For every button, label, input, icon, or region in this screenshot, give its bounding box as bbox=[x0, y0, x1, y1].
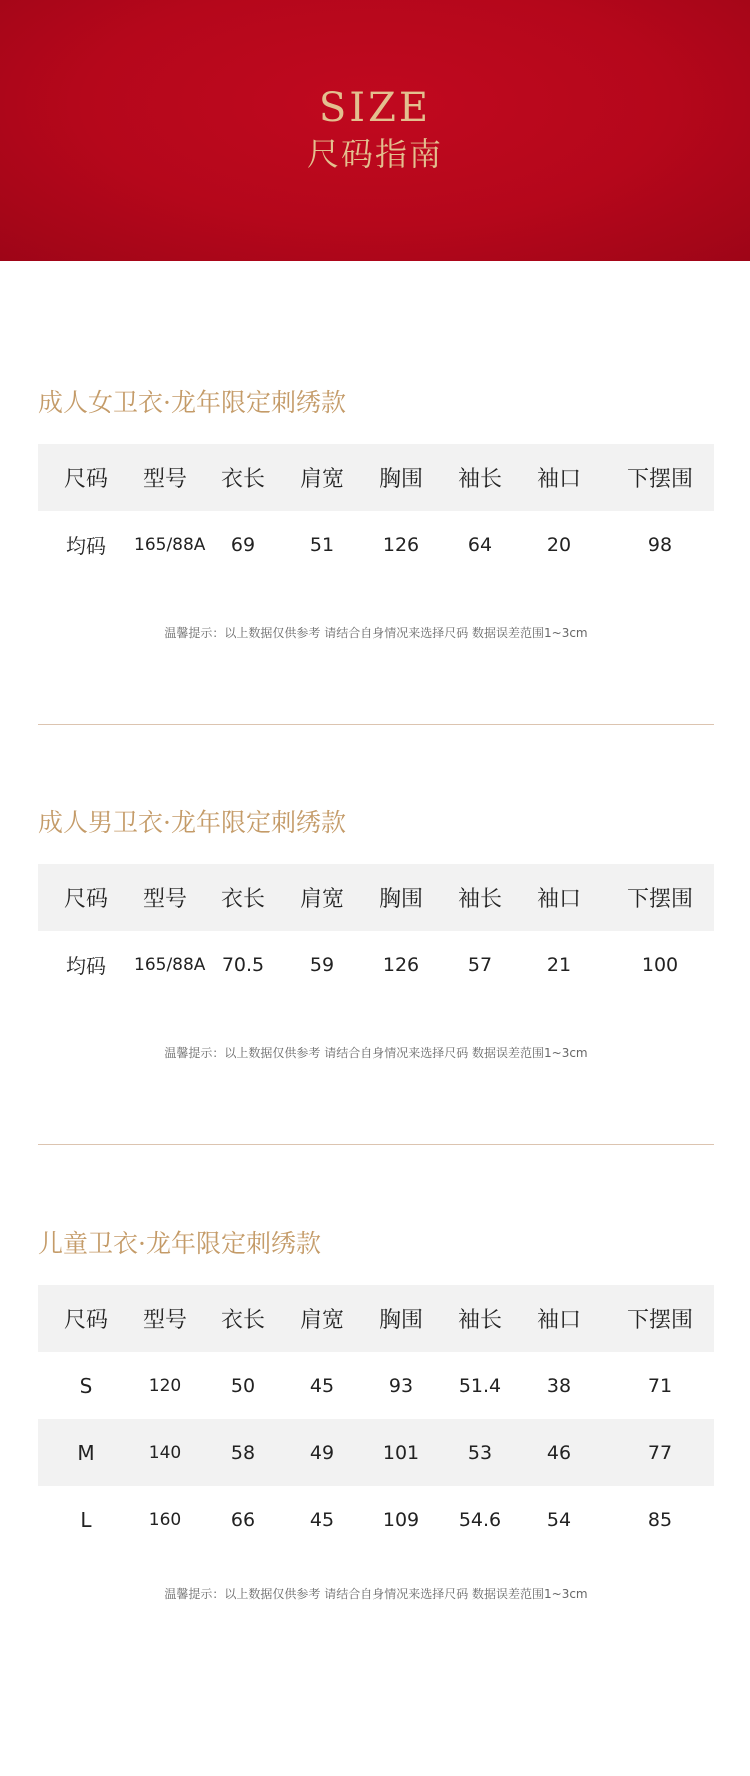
section-title: 成人男卫衣·龙年限定刺绣款 bbox=[38, 808, 346, 837]
header-sleeve: 袖长 bbox=[448, 864, 512, 931]
size-note: 温馨提示：以上数据仅供参考 请结合自身情况来选择尺码 数据误差范围1~3cm bbox=[164, 1587, 588, 1601]
header-chest: 胸围 bbox=[354, 864, 448, 931]
cell-length: 58 bbox=[196, 1419, 290, 1486]
cell-length: 66 bbox=[230, 1508, 256, 1531]
cell-size: L bbox=[80, 1507, 92, 1532]
cell-size: 均码 bbox=[66, 954, 106, 978]
cell-sleeve: 64 bbox=[467, 533, 493, 556]
cell-cuff: 20 bbox=[546, 533, 572, 556]
size-table bbox=[38, 444, 714, 578]
header-model: 型号 bbox=[134, 864, 196, 931]
section-title: 儿童卫衣·龙年限定刺绣款 bbox=[38, 1229, 321, 1258]
cell-shoulder: 49 bbox=[290, 1419, 354, 1486]
cell-hem: 85 bbox=[647, 1508, 673, 1531]
cell-hem: 77 bbox=[606, 1419, 714, 1486]
section-title: 成人女卫衣·龙年限定刺绣款 bbox=[38, 388, 346, 417]
cell-model: 165/88A bbox=[134, 954, 206, 975]
cell-sleeve: 54.6 bbox=[458, 1508, 502, 1531]
cell-sleeve: 57 bbox=[467, 953, 493, 976]
cell-model: 165/88A bbox=[134, 534, 206, 555]
header-cuff: 袖口 bbox=[512, 444, 606, 511]
header-sleeve: 袖长 bbox=[448, 444, 512, 511]
cell-model: 120 bbox=[148, 1375, 182, 1396]
cell-cuff: 54 bbox=[546, 1508, 572, 1531]
header-chest: 胸围 bbox=[354, 1285, 448, 1352]
cell-hem: 98 bbox=[647, 533, 673, 556]
cell-chest: 126 bbox=[382, 953, 420, 976]
cell-length: 70.5 bbox=[221, 953, 265, 976]
size-table bbox=[38, 1285, 714, 1553]
cell-sleeve: 53 bbox=[448, 1419, 512, 1486]
cell-shoulder: 59 bbox=[309, 953, 335, 976]
header-size: 尺码 bbox=[38, 444, 134, 511]
cell-length: 50 bbox=[230, 1374, 256, 1397]
section-divider bbox=[38, 724, 714, 725]
size-banner bbox=[0, 0, 750, 261]
size-note: 温馨提示：以上数据仅供参考 请结合自身情况来选择尺码 数据误差范围1~3cm bbox=[164, 1046, 588, 1060]
cell-model: 140 bbox=[134, 1419, 196, 1486]
banner-subtitle: 尺码指南 bbox=[306, 135, 443, 173]
header-size: 尺码 bbox=[38, 864, 134, 931]
cell-size: 均码 bbox=[66, 534, 106, 558]
header-model: 型号 bbox=[134, 1285, 196, 1352]
cell-chest: 126 bbox=[382, 533, 420, 556]
table-row bbox=[38, 1486, 714, 1553]
cell-model: 160 bbox=[148, 1509, 182, 1530]
cell-hem: 100 bbox=[641, 953, 679, 976]
table-header-row bbox=[38, 1285, 714, 1352]
header-model: 型号 bbox=[134, 444, 196, 511]
header-hem: 下摆围 bbox=[606, 1285, 714, 1352]
header-size: 尺码 bbox=[38, 1285, 134, 1352]
header-shoulder: 肩宽 bbox=[290, 444, 354, 511]
cell-cuff: 46 bbox=[512, 1419, 606, 1486]
header-length: 衣长 bbox=[196, 444, 290, 511]
header-cuff: 袖口 bbox=[512, 864, 606, 931]
table-row bbox=[38, 1419, 714, 1486]
cell-size: S bbox=[79, 1373, 93, 1398]
cell-chest: 101 bbox=[354, 1419, 448, 1486]
banner-title: SIZE bbox=[318, 85, 432, 131]
cell-size: M bbox=[38, 1419, 134, 1486]
cell-cuff: 21 bbox=[546, 953, 572, 976]
table-row bbox=[38, 511, 714, 578]
header-hem: 下摆围 bbox=[606, 864, 714, 931]
table-header-row bbox=[38, 864, 714, 931]
cell-length: 69 bbox=[230, 533, 256, 556]
cell-shoulder: 45 bbox=[309, 1374, 335, 1397]
cell-shoulder: 51 bbox=[309, 533, 335, 556]
header-sleeve: 袖长 bbox=[448, 1285, 512, 1352]
header-cuff: 袖口 bbox=[512, 1285, 606, 1352]
cell-chest: 109 bbox=[382, 1508, 420, 1531]
size-table bbox=[38, 864, 714, 998]
header-hem: 下摆围 bbox=[606, 444, 714, 511]
cell-sleeve: 51.4 bbox=[458, 1374, 502, 1397]
cell-hem: 71 bbox=[647, 1374, 673, 1397]
header-shoulder: 肩宽 bbox=[290, 864, 354, 931]
header-chest: 胸围 bbox=[354, 444, 448, 511]
header-length: 衣长 bbox=[196, 1285, 290, 1352]
header-length: 衣长 bbox=[196, 864, 290, 931]
size-note: 温馨提示：以上数据仅供参考 请结合自身情况来选择尺码 数据误差范围1~3cm bbox=[164, 626, 588, 640]
table-header-row bbox=[38, 444, 714, 511]
cell-chest: 93 bbox=[388, 1374, 414, 1397]
table-row bbox=[38, 1352, 714, 1419]
cell-cuff: 38 bbox=[546, 1374, 572, 1397]
section-divider bbox=[38, 1144, 714, 1145]
header-shoulder: 肩宽 bbox=[290, 1285, 354, 1352]
table-row bbox=[38, 931, 714, 998]
cell-shoulder: 45 bbox=[309, 1508, 335, 1531]
